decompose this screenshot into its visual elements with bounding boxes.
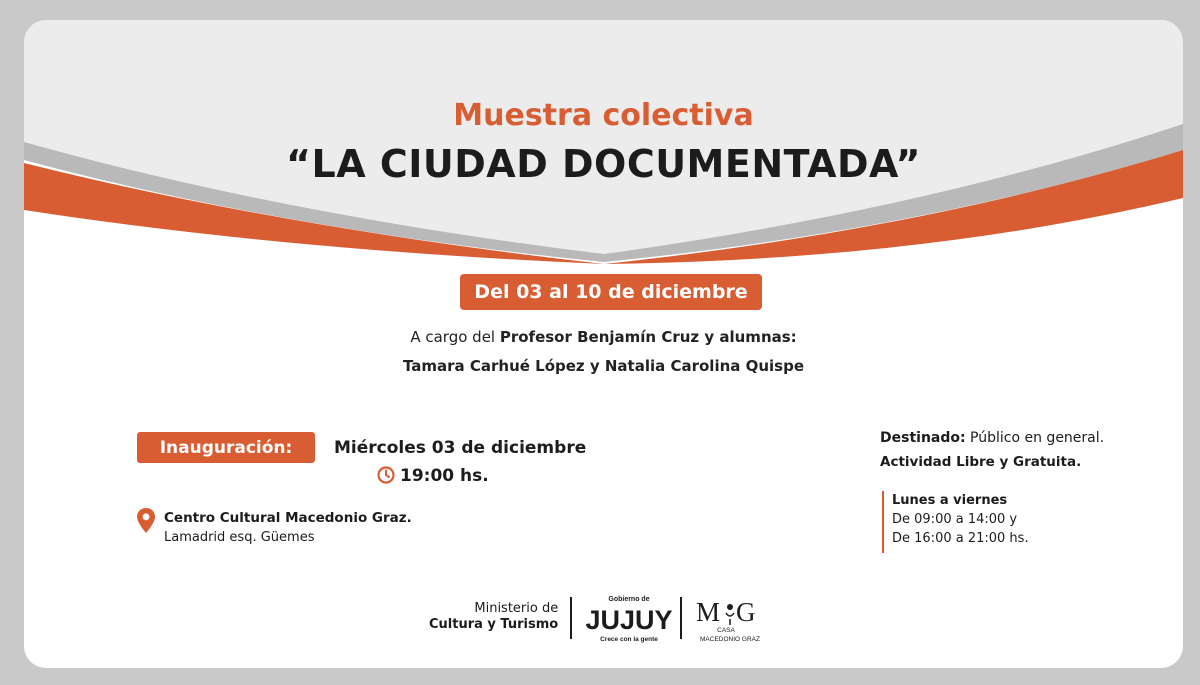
schedule-slot-2: De 16:00 a 21:00 hs. — [892, 531, 1029, 546]
schedule-block — [882, 491, 1029, 553]
location-pin-icon — [136, 507, 156, 534]
entry-info: Actividad Libre y Gratuita. — [880, 454, 1082, 470]
ministry-line-1: Ministerio de — [474, 601, 559, 616]
svg-text:Gobierno de: Gobierno de — [608, 596, 650, 603]
event-title: “LA CIUDAD DOCUMENTADA” — [286, 142, 921, 186]
jujuy-government-logo — [584, 591, 674, 647]
svg-text:Crece con la gente: Crece con la gente — [600, 636, 658, 643]
svg-text:CASA: CASA — [717, 627, 735, 634]
schedule-slot-1: De 09:00 a 14:00 y — [892, 512, 1018, 527]
venue-address: Lamadrid esq. Güemes — [164, 530, 315, 545]
audience-info — [880, 430, 1104, 446]
ministry-line-2: Cultura y Turismo — [429, 617, 559, 632]
audience-label: Destinado: — [880, 430, 966, 446]
venue-name: Centro Cultural Macedonio Graz. — [164, 510, 412, 526]
svg-text:G: G — [736, 597, 756, 627]
audience-value: Público en general. — [965, 430, 1105, 446]
credits-prefix: A cargo del — [410, 328, 500, 346]
event-subtitle: Muestra colectiva — [453, 98, 754, 133]
inauguration-badge: Inauguración: — [137, 432, 315, 463]
inauguration-time: 19:00 hs. — [400, 466, 489, 486]
poster-card — [24, 20, 1183, 668]
credits-line-1 — [24, 328, 1183, 346]
credits-teacher: Profesor Benjamín Cruz y alumnas: — [499, 328, 797, 346]
logo-divider — [680, 597, 682, 639]
inauguration-date: Miércoles 03 de diciembre — [334, 438, 587, 458]
ministry-logo-text — [429, 601, 558, 633]
logo-divider — [570, 597, 572, 639]
schedule-days: Lunes a viernes — [892, 493, 1008, 508]
credits-students: Tamara Carhué López y Natalia Carolina Quispe — [402, 357, 805, 375]
dates-badge: Del 03 al 10 de diciembre — [460, 274, 762, 310]
casa-macedonio-graz-logo — [692, 591, 770, 645]
svg-text:MACEDONIO GRAZ: MACEDONIO GRAZ — [700, 636, 760, 643]
svg-text:JUJUY: JUJUY — [585, 605, 673, 635]
clock-icon — [376, 465, 396, 485]
svg-text:M: M — [696, 597, 721, 627]
